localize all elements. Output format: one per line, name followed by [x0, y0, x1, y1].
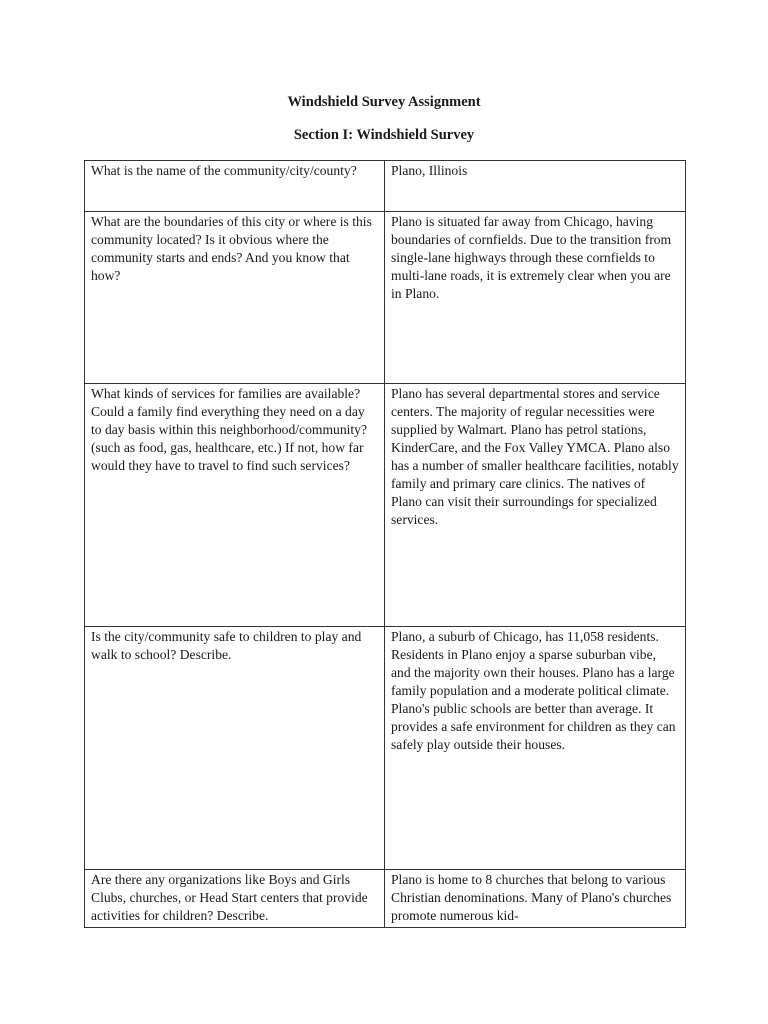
- table-row: [85, 870, 686, 928]
- question-cell: What kinds of services for families are available? Could a family find everything they need on a day to day basis within this neighborhood/community? (such as food, gas, healthcare, etc.) If not, how far would they have to travel to find such services?: [85, 384, 385, 627]
- section-title: Section I: Windshield Survey: [293, 127, 475, 143]
- answer-cell: Plano is situated far away from Chicago, having boundaries of cornfields. Due to the transition from single-lane highways through these cornfields to multi-lane roads, it is extremely clear when you are in Plano.: [385, 212, 686, 384]
- table-row: [85, 384, 686, 627]
- answer-cell: Plano, Illinois: [385, 161, 686, 212]
- answer-cell: Plano is home to 8 churches that belong to various Christian denominations. Many of Plano's churches promote numerous kid-: [385, 870, 686, 928]
- document-title: Windshield Survey Assignment: [287, 94, 481, 110]
- answer-cell: Plano, a suburb of Chicago, has 11,058 residents. Residents in Plano enjoy a sparse suburban vibe, and the majority own their houses. Plano has a large family population and a moderate political climate. Plano's public schools are better than average. It provides a safe environment for children as they can safely play outside their houses.: [385, 627, 686, 870]
- question-cell: Are there any organizations like Boys and Girls Clubs, churches, or Head Start centers that provide activities for children? Describe.: [85, 870, 385, 928]
- question-cell: What is the name of the community/city/county?: [85, 161, 385, 212]
- table-row: [85, 212, 686, 384]
- question-cell: Is the city/community safe to children to play and walk to school? Describe.: [85, 627, 385, 870]
- table-row: [85, 161, 686, 212]
- question-cell: What are the boundaries of this city or where is this community located? Is it obvious where the community starts and ends? And you know that how?: [85, 212, 385, 384]
- survey-table: [84, 160, 686, 928]
- table-row: [85, 627, 686, 870]
- answer-cell: Plano has several departmental stores and service centers. The majority of regular necessities were supplied by Walmart. Plano has petrol stations, KinderCare, and the Fox Valley YMCA. Plano also has a number of smaller healthcare facilities, notably family and primary care clinics. The natives of Plano can visit their surroundings for specialized services.: [385, 384, 686, 627]
